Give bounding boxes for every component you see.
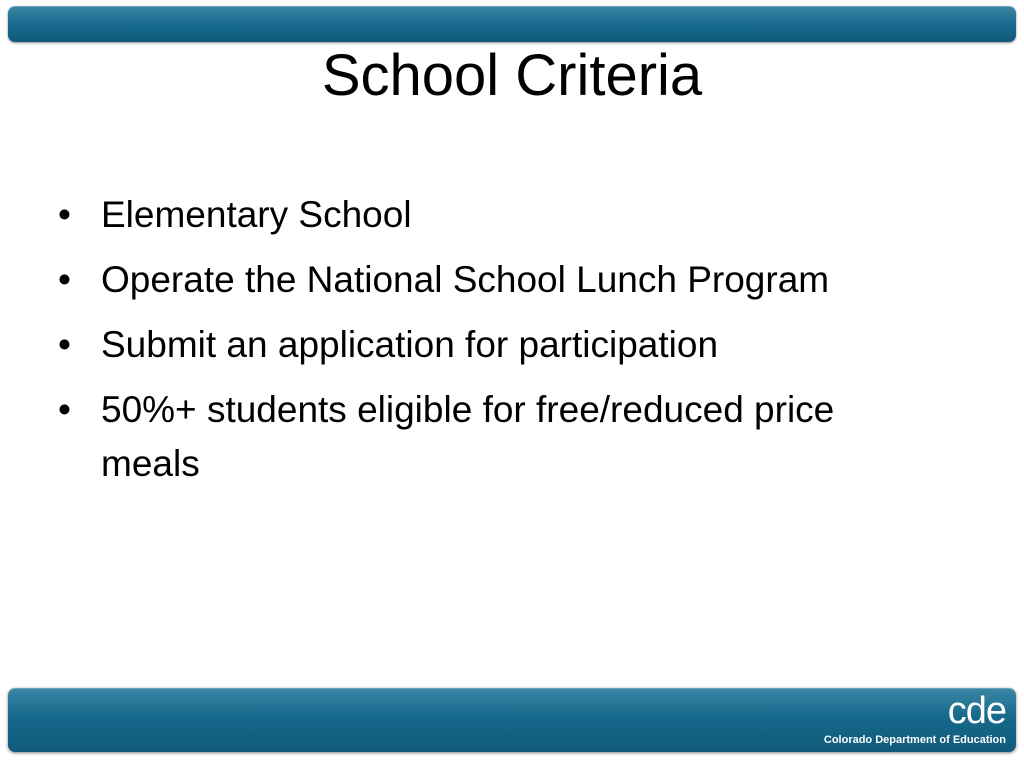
bullet-item (56, 253, 936, 307)
footer-bar (8, 688, 1016, 752)
bullet-text: Operate the National School Lunch Program (101, 259, 830, 300)
bullet-text: Elementary School (101, 194, 412, 235)
logo-mark: cde (947, 690, 1006, 732)
org-name: Colorado Department of Education (823, 734, 1006, 746)
bullet-marker: • (58, 194, 71, 235)
slide-title: School Criteria (321, 43, 703, 108)
header-bar (8, 6, 1016, 42)
bullet-text: 50%+ students eligible for free/reduced price meals (101, 389, 835, 484)
bullet-text: Submit an application for participation (101, 324, 719, 365)
bullet-marker: • (58, 389, 71, 430)
bullet-item (56, 383, 936, 491)
bullet-item (56, 188, 936, 242)
bullet-item (56, 318, 936, 372)
bullet-marker: • (58, 259, 71, 300)
cde-logo (824, 692, 1006, 748)
bullet-marker: • (58, 324, 71, 365)
bullet-list (56, 188, 936, 502)
